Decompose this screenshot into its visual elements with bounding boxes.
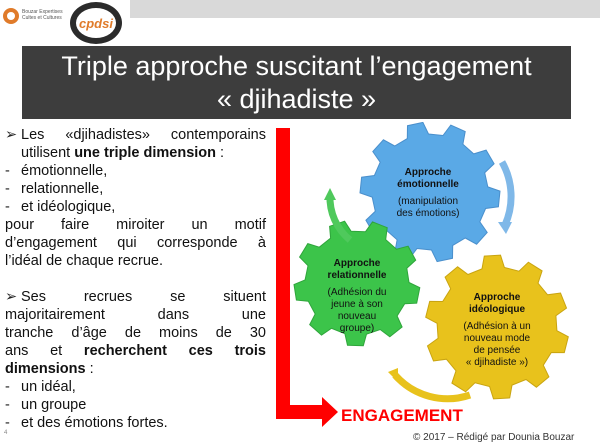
paragraph-line: l’idéal de chaque recrue. — [5, 253, 163, 269]
bullet-2: ➢ Ses recrues se situent — [5, 289, 266, 305]
footer-credit: © 2017 – Rédigé par Dounia Bouzar — [413, 432, 575, 443]
paragraph-line: dimensions : — [5, 361, 94, 377]
paragraph-line: tranche d’âge de moins de 30 — [5, 325, 266, 341]
gear-ideology-label: Approche idéologique (Adhésion à un nouveau mode de pensée « djihadiste ») — [463, 292, 531, 368]
gear-emotion-label: Approche émotionnelle (manipulation des émotions) — [396, 167, 460, 219]
arrow-bullet-icon: ➢ — [5, 289, 18, 305]
cpdsi-logo-text: cpdsi — [79, 15, 113, 31]
paragraph-line: d’engagement qui corresponde à — [5, 235, 266, 251]
arrow-bullet-icon: ➢ — [5, 127, 18, 143]
engagement-label: ENGAGEMENT — [341, 406, 463, 425]
body-text — [5, 126, 266, 432]
list-item: - un groupe — [5, 397, 87, 413]
cycle-arrow-blue-head — [498, 222, 512, 234]
paragraph-line: pour faire miroiter un motif — [5, 217, 266, 233]
slide-title — [22, 46, 571, 119]
list-item: - et des émotions fortes. — [5, 415, 168, 431]
bouzar-logo-icon — [3, 8, 19, 24]
bullet-1: ➢ Les «djihadistes» contemporains utilisent une triple dimension : — [5, 127, 266, 161]
list-item: - émotionnelle, — [5, 163, 108, 179]
list-item: - un idéal, — [5, 379, 76, 395]
cycle-arrow-blue — [502, 162, 511, 225]
cycle-arrow-yellow-head — [388, 368, 398, 382]
gear-relation-label: Approche relationnelle (Adhésion du jeune à son nouveau groupe) — [327, 258, 387, 334]
paragraph-line: majoritairement dans une — [5, 307, 266, 323]
top-bar — [130, 0, 600, 18]
paragraph-line: ans et recherchent ces trois — [5, 343, 266, 359]
bouzar-logo-text: Bouzar Expertises Cultes et Cultures — [22, 9, 63, 21]
title-line-1: Triple approche suscitant l’engagement — [61, 51, 532, 81]
cycle-arrow-green-head — [324, 188, 336, 200]
list-item: - relationnelle, — [5, 181, 104, 197]
title-line-2: « djihadiste » — [216, 84, 377, 114]
list-item: - et idéologique, — [5, 199, 116, 215]
cpdsi-logo — [70, 2, 122, 44]
page-number: 4 — [4, 430, 8, 436]
